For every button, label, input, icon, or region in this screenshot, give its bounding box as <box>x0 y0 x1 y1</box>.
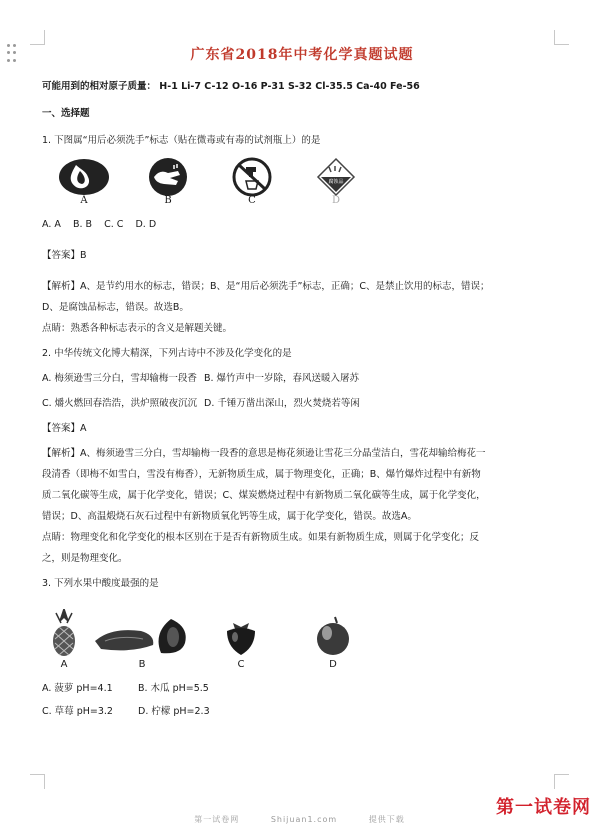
q2-option-b: B. 爆竹声中一岁除，春风送暖入屠苏 <box>204 373 360 384</box>
wash-hands-icon <box>140 157 196 197</box>
footer-site-url[interactable]: Shijuan1.com <box>270 815 338 824</box>
q3-option-c: C. 草莓 pH=3.2 <box>42 706 113 717</box>
crop-mark-bottom-right <box>554 774 569 789</box>
pineapple-icon <box>50 609 78 657</box>
q2-options-row-1 <box>42 368 562 389</box>
q2-answer: 【答案】A <box>42 423 87 434</box>
q2-comment-line-2: 之，则是物理变化。 <box>42 553 128 564</box>
q3-label-a: A <box>60 659 68 670</box>
drag-handle-icon[interactable] <box>7 44 17 64</box>
document-page <box>42 44 562 722</box>
q3-figure-b <box>86 613 198 670</box>
q1-comment: 点睛：熟悉各种标志表示的含义是解题关键。 <box>42 323 233 334</box>
page-title: 广东省2018年中考化学真题试题 <box>190 47 414 63</box>
q1-label-a: A <box>80 195 88 206</box>
lemon-icon <box>313 615 353 657</box>
q2-analysis-line-3: 质二氧化碳等生成，属于化学变化，错误；C、煤炭燃烧过程中有新物质二氧化碳等生成，属于化学变化， <box>42 490 486 501</box>
q3-figure-d <box>284 615 382 670</box>
q1-figure <box>42 157 562 206</box>
no-drinking-icon <box>224 157 280 197</box>
q1-figure-b <box>126 157 210 206</box>
q2-comment-line-1: 点睛：物理变化和化学变化的根本区别在于是否有新物质生成。如果有新物质生成，则属于化学变化；反 <box>42 532 480 543</box>
q1-label-d: D <box>331 195 341 206</box>
q1-figure-c <box>210 157 294 206</box>
q3-stem: 3. 下列水果中酸度最强的是 <box>42 578 159 589</box>
q3-options-row-2 <box>42 701 562 722</box>
footer-site-name: 第一试卷网 <box>194 815 240 824</box>
brand-watermark: 第一试卷网 <box>496 797 591 818</box>
footer-download-text: 提供下载 <box>368 815 405 824</box>
q2-analysis-line-4: 错误；D、高温煅烧石灰石过程中有新物质氧化钙等生成，属于化学变化，错误。故选A。 <box>42 511 417 522</box>
q1-analysis-line-2: D、是腐蚀品标志，错误。故选B。 <box>42 302 189 313</box>
q1-figure-a <box>42 157 126 206</box>
q1-figure-d <box>294 157 378 206</box>
q2-options-row-2 <box>42 393 562 414</box>
q2-option-a: A. 梅须逊雪三分白，雪却输梅一段香 <box>42 373 197 384</box>
q3-label-b: B <box>138 659 146 670</box>
q1-analysis-line-1: 【解析】A、是节约用水的标志，错误；B、是“用后必须洗手”标志，正确；C、是禁止饮用的标志，错误； <box>42 281 490 292</box>
q3-option-b: B. 木瓜 pH=5.5 <box>138 683 209 694</box>
q1-answer: 【答案】B <box>42 250 87 261</box>
q1-label-c: C <box>248 195 256 206</box>
q2-option-d: D. 千锤万凿出深山，烈火焚烧若等闲 <box>204 398 360 409</box>
q3-option-a: A. 菠萝 pH=4.1 <box>42 683 113 694</box>
q2-analysis-line-2: 段清香（即梅不如雪白，雪没有梅香），无新物质生成，属于物理变化，正确；B、爆竹爆炸过程中有新物 <box>42 469 481 480</box>
q3-figure <box>42 606 562 670</box>
q3-label-c: C <box>237 659 245 670</box>
strawberry-icon <box>221 617 261 657</box>
section-heading: 一、选择题 <box>42 108 90 119</box>
corrosive-icon <box>308 157 364 197</box>
q2-analysis-line-1: 【解析】A、梅须逊雪三分白，雪却输梅一段香的意思是梅花须逊让雪花三分晶莹洁白，雪花却输给梅花一 <box>42 448 486 459</box>
q1-stem: 1. 下图属“用后必须洗手”标志（贴在微毒或有毒的试剂瓶上）的是 <box>42 135 321 146</box>
papaya-icon <box>91 613 193 657</box>
q3-figure-c <box>198 617 284 670</box>
q3-options-row-1 <box>42 678 562 699</box>
crop-mark-bottom-left <box>30 774 45 789</box>
q3-option-d: D. 柠檬 pH=2.3 <box>138 706 210 717</box>
q3-label-d: D <box>329 659 337 670</box>
save-water-icon <box>56 157 112 197</box>
crop-mark-top-left <box>30 30 45 45</box>
corrosive-text: 腐蚀品 <box>328 179 344 185</box>
crop-mark-top-right <box>554 30 569 45</box>
q2-stem: 2. 中华传统文化博大精深，下列古诗中不涉及化学变化的是 <box>42 348 292 359</box>
atomic-masses: 可能用到的相对原子质量： H-1 Li-7 C-12 O-16 P-31 S-32 Cl-35.5 Ca-40 Fe-56 <box>42 81 420 92</box>
q1-label-b: B <box>164 195 172 206</box>
q2-option-c: C. 爝火燃回春浩浩，洪炉照破夜沉沉 <box>42 398 198 409</box>
q3-figure-a <box>42 609 86 670</box>
q1-options: A. A B. B C. C D. D <box>42 219 157 230</box>
